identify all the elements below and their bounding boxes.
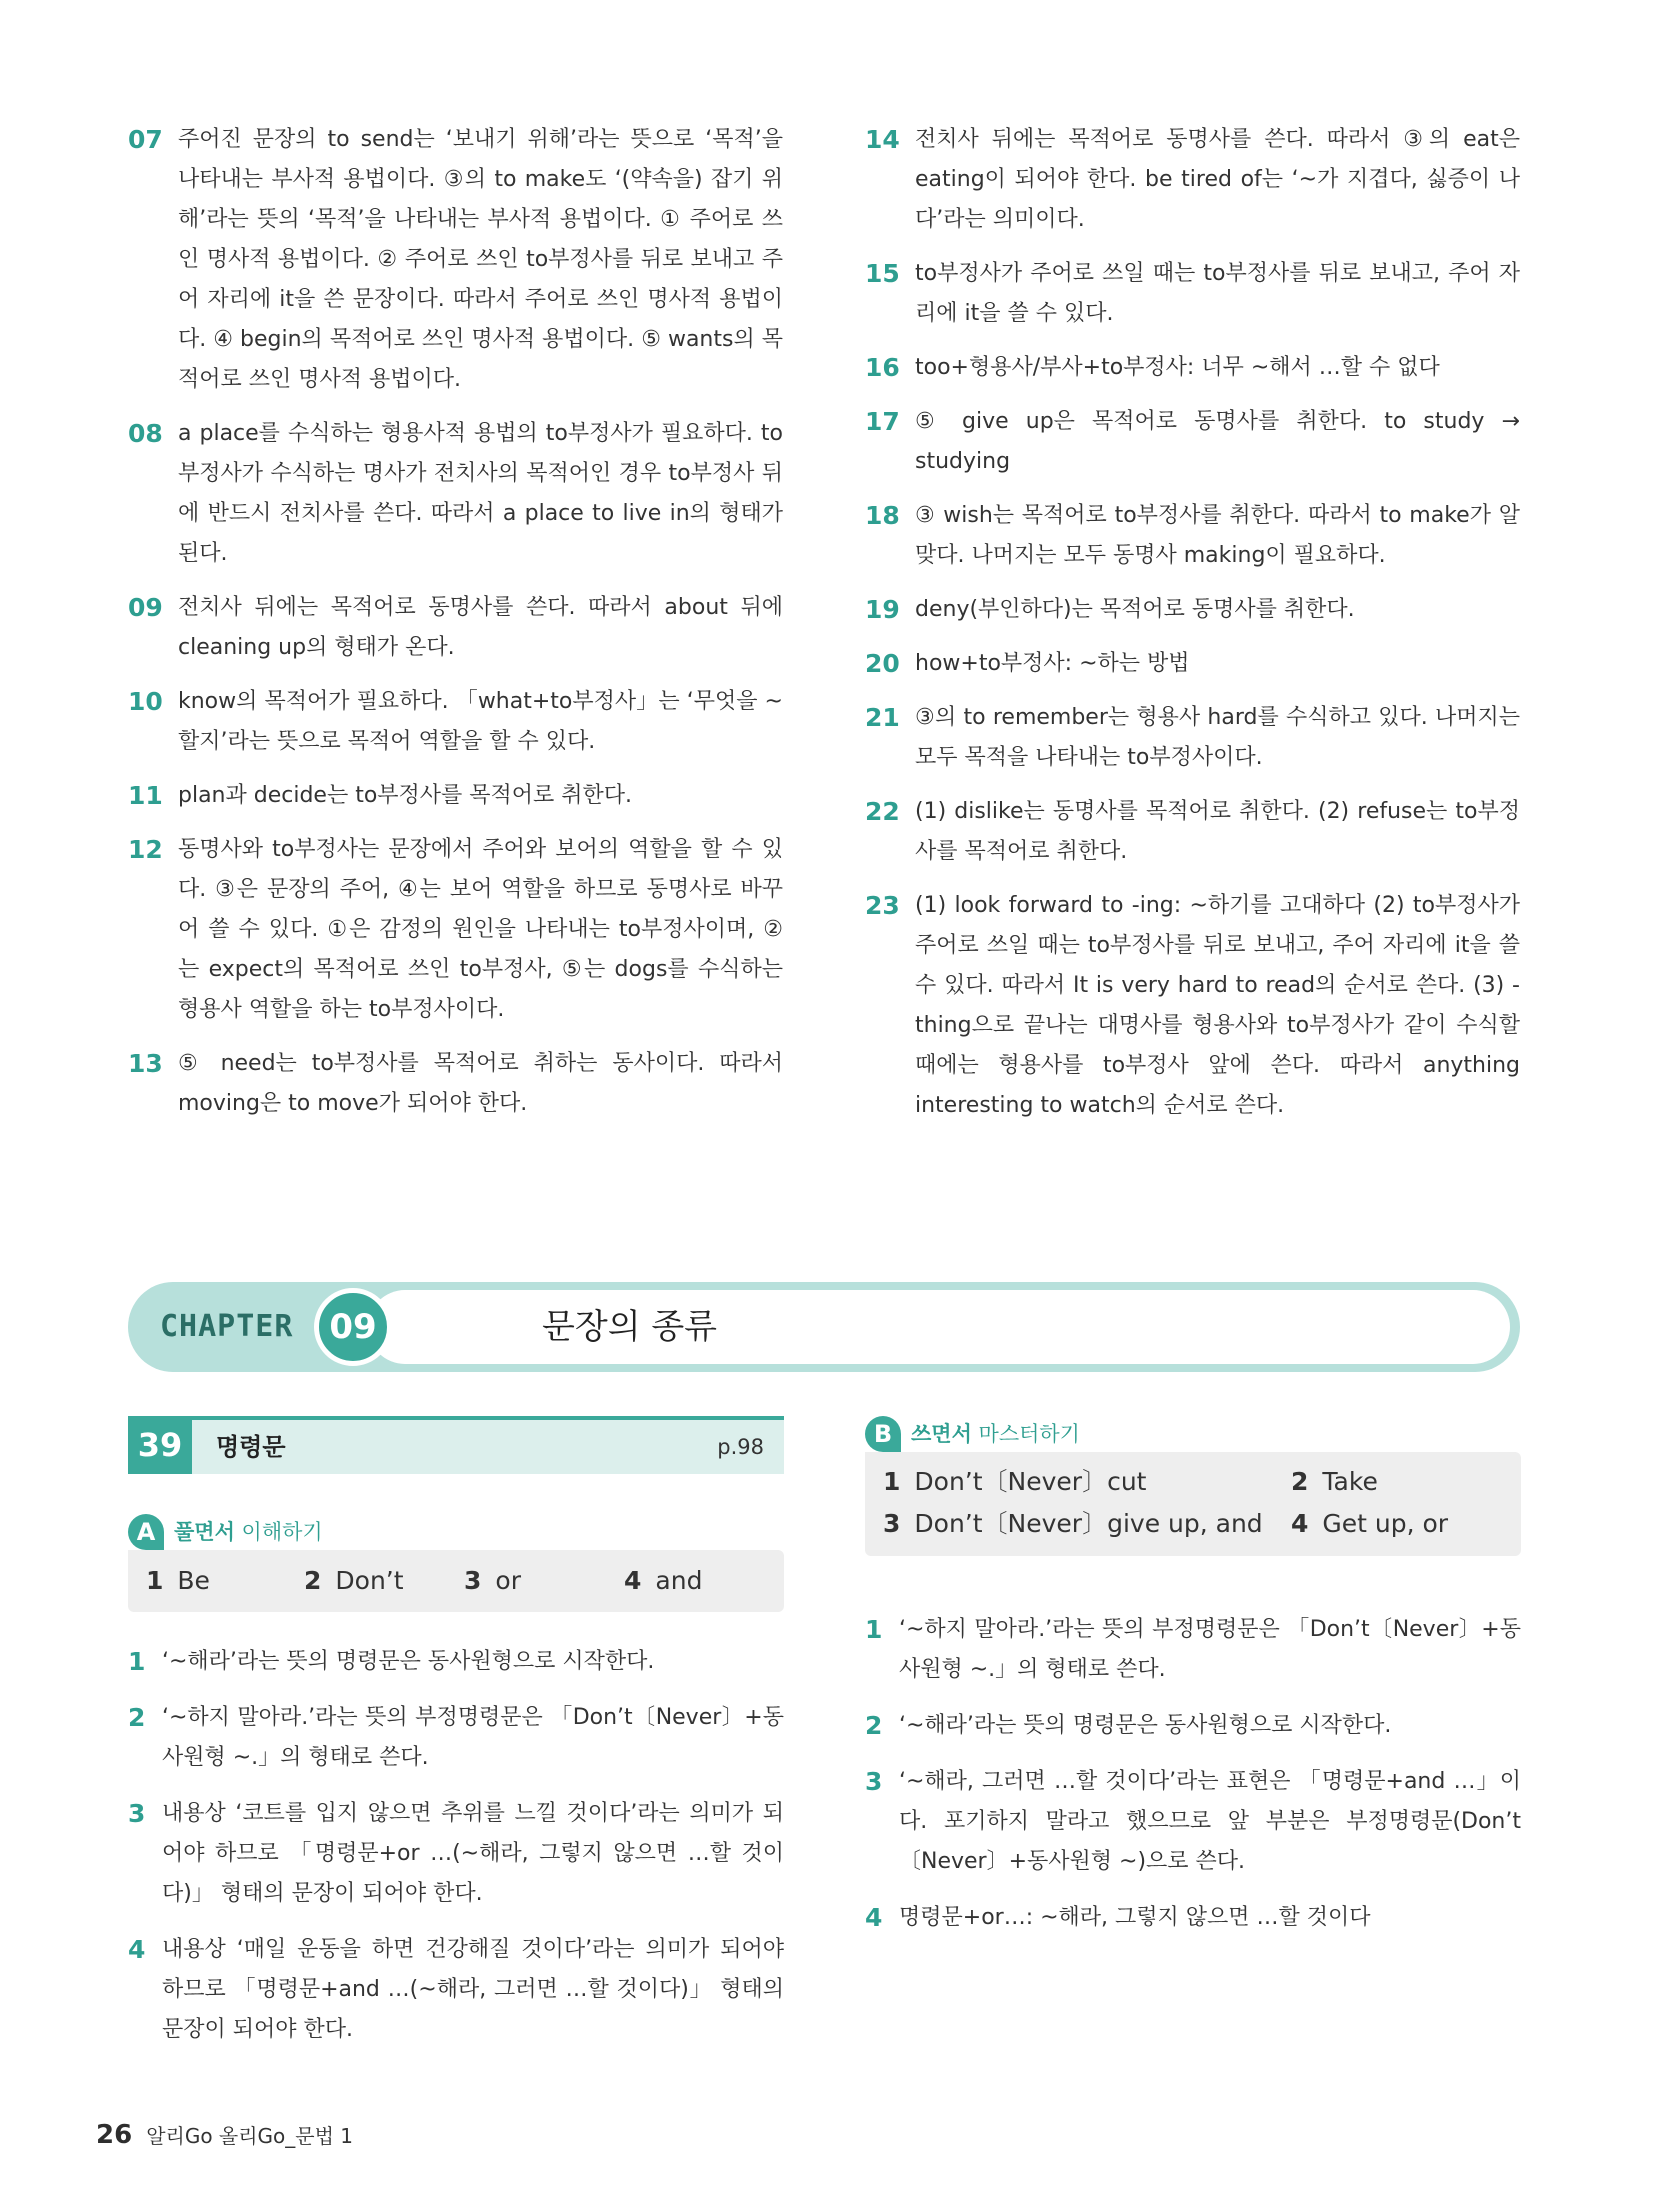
- chapter-banner-inner: [368, 1290, 1510, 1364]
- item-number: 12: [128, 835, 163, 864]
- answer-item: [464, 1561, 521, 1601]
- explanation-item: [128, 776, 783, 816]
- answer-number: 1: [883, 1467, 901, 1496]
- explanation-item: [128, 588, 783, 668]
- sub-heading-b: [865, 1416, 1165, 1452]
- item-number: 07: [128, 125, 163, 154]
- answer-value: Take: [1322, 1467, 1378, 1496]
- answer-item: [1291, 1462, 1378, 1502]
- item-text: 전치사 뒤에는 목적어로 동명사를 쓴다. 따라서 about 뒤에 cleaning up의 형태가 온다.: [178, 595, 783, 660]
- explanation-item: [865, 402, 1520, 482]
- item-text: a place를 수식하는 형용사적 용법의 to부정사가 필요하다. to부정사가 수식하는 명사가 전치사의 목적어인 경우 to부정사 뒤에 반드시 전치사를 쓴다. 따라서 a place to live in의 형태가 된다.: [178, 421, 783, 566]
- item-text: ⑤ give up은 목적어로 동명사를 취한다. to study → studying: [915, 409, 1520, 474]
- explanation-item: [128, 120, 783, 400]
- explanation-item: [865, 590, 1520, 630]
- item-number: 20: [865, 649, 900, 678]
- sub-heading-bold: 쓰면서: [911, 1422, 972, 1446]
- answer-number: 1: [146, 1566, 164, 1595]
- item-number: 3: [128, 1799, 146, 1828]
- item-number: 10: [128, 687, 163, 716]
- item-text: ‘~하지 말아라.’라는 뜻의 부정명령문은 「Don’t〔Never〕+동사원형 ~.」의 형태로 쓴다.: [162, 1705, 784, 1770]
- item-text: 주어진 문장의 to send는 ‘보내기 위해’라는 뜻으로 ‘목적’을 나타내는 부사적 용법이다. ③의 to make도 ‘(약속을) 잡기 위해’라는 뜻의 ‘목적’을 나타내는 부사적 용법이다. ① 주어로 쓰인 명사적 용법이다. ② 주어로 쓰인 to부정사를 뒤로 보내고 주어 자리에 it을 쓴 문장이다. 따라서 주어로 쓰인 명사적 용법이다. ④ begin의 목적어로 쓰인 명사적 용법이다. ⑤ wants의 목적어로 쓰인 명사적 용법이다.: [178, 127, 783, 392]
- answer-box-b: [865, 1452, 1521, 1556]
- answer-value: and: [655, 1566, 703, 1595]
- page-footer: [96, 2120, 353, 2150]
- sub-heading-rest: 이해하기: [234, 1520, 323, 1544]
- answer-number: 2: [304, 1566, 322, 1595]
- item-text: plan과 decide는 to부정사를 목적어로 취한다.: [178, 783, 633, 808]
- explanation-item: [128, 1642, 784, 1682]
- item-text: (1) dislike는 동명사를 목적어로 취한다. (2) refuse는 to부정사를 목적어로 취한다.: [915, 799, 1520, 864]
- item-text: how+to부정사: ~하는 방법: [915, 651, 1190, 676]
- item-text: know의 목적어가 필요하다. 「what+to부정사」는 ‘무엇을 ~할지’라는 뜻으로 목적어 역할을 할 수 있다.: [178, 689, 783, 754]
- answer-item: [1291, 1504, 1448, 1544]
- item-text: ⑤ need는 to부정사를 목적어로 취하는 동사이다. 따라서 moving은 to move가 되어야 한다.: [178, 1051, 783, 1116]
- explanation-item: [865, 254, 1520, 334]
- chapter-label: CHAPTER: [160, 1309, 294, 1344]
- item-number: 11: [128, 781, 163, 810]
- item-text: 명령문+or…: ~해라, 그렇지 않으면 …할 것이다: [899, 1905, 1371, 1930]
- sub-heading-text: [174, 1514, 323, 1550]
- section-number: 39: [128, 1416, 192, 1474]
- answer-box-a: [128, 1550, 784, 1612]
- chapter-title: 문장의 종류: [542, 1307, 718, 1347]
- item-text: 내용상 ‘매일 운동을 하면 건강해질 것이다’라는 의미가 되어야 하므로 「명령문+and …(~해라, 그러면 …할 것이다)」 형태의 문장이 되어야 한다.: [162, 1937, 784, 2042]
- item-number: 13: [128, 1049, 163, 1078]
- explanation-item: [128, 414, 783, 574]
- item-text: too+형용사/부사+to부정사: 너무 ~해서 …할 수 없다: [915, 355, 1440, 380]
- answer-value: Be: [177, 1566, 210, 1595]
- explanations-right-column: [865, 120, 1520, 1140]
- explanation-item: [865, 1762, 1521, 1882]
- item-text: 동명사와 to부정사는 문장에서 주어와 보어의 역할을 할 수 있다. ③은 문장의 주어, ④는 보어 역할을 하므로 동명사로 바꾸어 쓸 수 있다. ①은 감정의 원인을 나타내는 to부정사이며, ②는 expect의 목적어로 쓰인 to부정사, ⑤는 dogs를 수식하는 형용사 역할을 하는 to부정사이다.: [178, 837, 783, 1022]
- chapter-number-badge: 09: [314, 1288, 392, 1366]
- item-text: ‘~해라’라는 뜻의 명령문은 동사원형으로 시작한다.: [899, 1713, 1392, 1738]
- item-text: deny(부인하다)는 목적어로 동명사를 취한다.: [915, 597, 1355, 622]
- answer-number: 2: [1291, 1467, 1309, 1496]
- explanation-item: [865, 792, 1520, 872]
- explanation-item: [128, 1794, 784, 1914]
- explanations-left-column: [128, 120, 783, 1138]
- section-page-ref: p.98: [717, 1435, 764, 1459]
- answer-item: [304, 1561, 404, 1601]
- item-number: 08: [128, 419, 163, 448]
- item-number: 22: [865, 797, 900, 826]
- explanation-item: [865, 120, 1520, 240]
- answer-value: Don’t〔Never〕cut: [914, 1467, 1147, 1496]
- explanation-item: [865, 496, 1520, 576]
- answer-number: 4: [624, 1566, 642, 1595]
- explanation-item: [865, 348, 1520, 388]
- sub-heading-bold: 풀면서: [174, 1520, 235, 1544]
- item-number: 1: [865, 1615, 883, 1644]
- item-number: 2: [865, 1711, 883, 1740]
- item-number: 14: [865, 125, 900, 154]
- explanation-item: [128, 682, 783, 762]
- item-number: 16: [865, 353, 900, 382]
- item-text: 내용상 ‘코트를 입지 않으면 추위를 느낄 것이다’라는 의미가 되어야 하므로 「명령문+or …(~해라, 그렇지 않으면 …할 것이다)」 형태의 문장이 되어야 한다.: [162, 1801, 784, 1906]
- answer-item: [883, 1504, 1263, 1544]
- item-text: to부정사가 주어로 쓰일 때는 to부정사를 뒤로 보내고, 주어 자리에 it을 쓸 수 있다.: [915, 261, 1520, 326]
- answer-item: [883, 1462, 1146, 1502]
- item-text: ‘~해라’라는 뜻의 명령문은 동사원형으로 시작한다.: [162, 1649, 655, 1674]
- item-text: (1) look forward to -ing: ~하기를 고대하다 (2) to부정사가 주어로 쓰일 때는 to부정사를 뒤로 보내고, 주어 자리에 it을 쓸 수 있다. 따라서 It is very hard to read의 순서로 쓴다. (3) -thing으로 끝나는 대명사를 형용사와 to부정사가 같이 수식할 때에는 형용사를 to부정사 앞에 쓴다. 따라서 anything interesting to watch의 순서로 쓴다.: [915, 893, 1520, 1118]
- item-number: 19: [865, 595, 900, 624]
- item-text: 전치사 뒤에는 목적어로 동명사를 쓴다. 따라서 ③의 eat은 eating이 되어야 한다. be tired of는 ‘~가 지겹다, 싫증이 나다’라는 의미이다.: [915, 127, 1520, 232]
- page-number: 26: [96, 2120, 133, 2150]
- explanation-item: [128, 830, 783, 1030]
- answer-item: [624, 1561, 702, 1601]
- sub-heading-a: [128, 1514, 428, 1550]
- item-number: 21: [865, 703, 900, 732]
- item-number: 3: [865, 1767, 883, 1796]
- item-text: ③ wish는 목적어로 to부정사를 취한다. 따라서 to make가 알맞다. 나머지는 모두 동명사 making이 필요하다.: [915, 503, 1520, 568]
- section-title: 명령문: [216, 1433, 286, 1461]
- sub-letter-badge: A: [128, 1514, 164, 1550]
- item-text: ‘~해라, 그러면 …할 것이다’라는 표현은 「명령문+and …」이다. 포기하지 말라고 했으므로 앞 부분은 부정명령문(Don’t〔Never〕+동사원형 ~)으로 쓴다.: [899, 1769, 1521, 1874]
- item-number: 18: [865, 501, 900, 530]
- item-text: ‘~하지 말아라.’라는 뜻의 부정명령문은 「Don’t〔Never〕+동사원형 ~.」의 형태로 쓴다.: [899, 1617, 1521, 1682]
- sub-letter-badge: B: [865, 1416, 901, 1452]
- item-number: 4: [865, 1903, 883, 1932]
- answer-number: 3: [464, 1566, 482, 1595]
- item-number: 23: [865, 891, 900, 920]
- explanation-item: [128, 1698, 784, 1778]
- explanation-item: [865, 1610, 1521, 1690]
- book-title: 알리Go 올리Go_문법 1: [146, 2124, 354, 2148]
- explanations-a: [128, 1642, 784, 2066]
- answer-number: 3: [883, 1509, 901, 1538]
- section-header: [128, 1416, 784, 1474]
- sub-heading-text: [911, 1416, 1080, 1452]
- explanations-b: [865, 1610, 1521, 1954]
- explanation-item: [128, 1930, 784, 2050]
- answer-value: Don’t: [335, 1566, 404, 1595]
- item-number: 2: [128, 1703, 146, 1732]
- answer-value: Get up, or: [1322, 1509, 1449, 1538]
- item-number: 15: [865, 259, 900, 288]
- sub-heading-rest: 마스터하기: [971, 1422, 1080, 1446]
- answer-item: [146, 1561, 210, 1601]
- item-number: 1: [128, 1647, 146, 1676]
- item-number: 17: [865, 407, 900, 436]
- explanation-item: [865, 1706, 1521, 1746]
- explanation-item: [865, 644, 1520, 684]
- chapter-banner: [128, 1282, 1520, 1372]
- item-number: 4: [128, 1935, 146, 1964]
- answer-value: or: [495, 1566, 521, 1595]
- item-text: ③의 to remember는 형용사 hard를 수식하고 있다. 나머지는 모두 목적을 나타내는 to부정사이다.: [915, 705, 1520, 770]
- answer-value: Don’t〔Never〕give up, and: [914, 1509, 1263, 1538]
- item-number: 09: [128, 593, 163, 622]
- explanation-item: [865, 698, 1520, 778]
- explanation-item: [128, 1044, 783, 1124]
- answer-number: 4: [1291, 1509, 1309, 1538]
- explanation-item: [865, 886, 1520, 1126]
- explanation-item: [865, 1898, 1521, 1938]
